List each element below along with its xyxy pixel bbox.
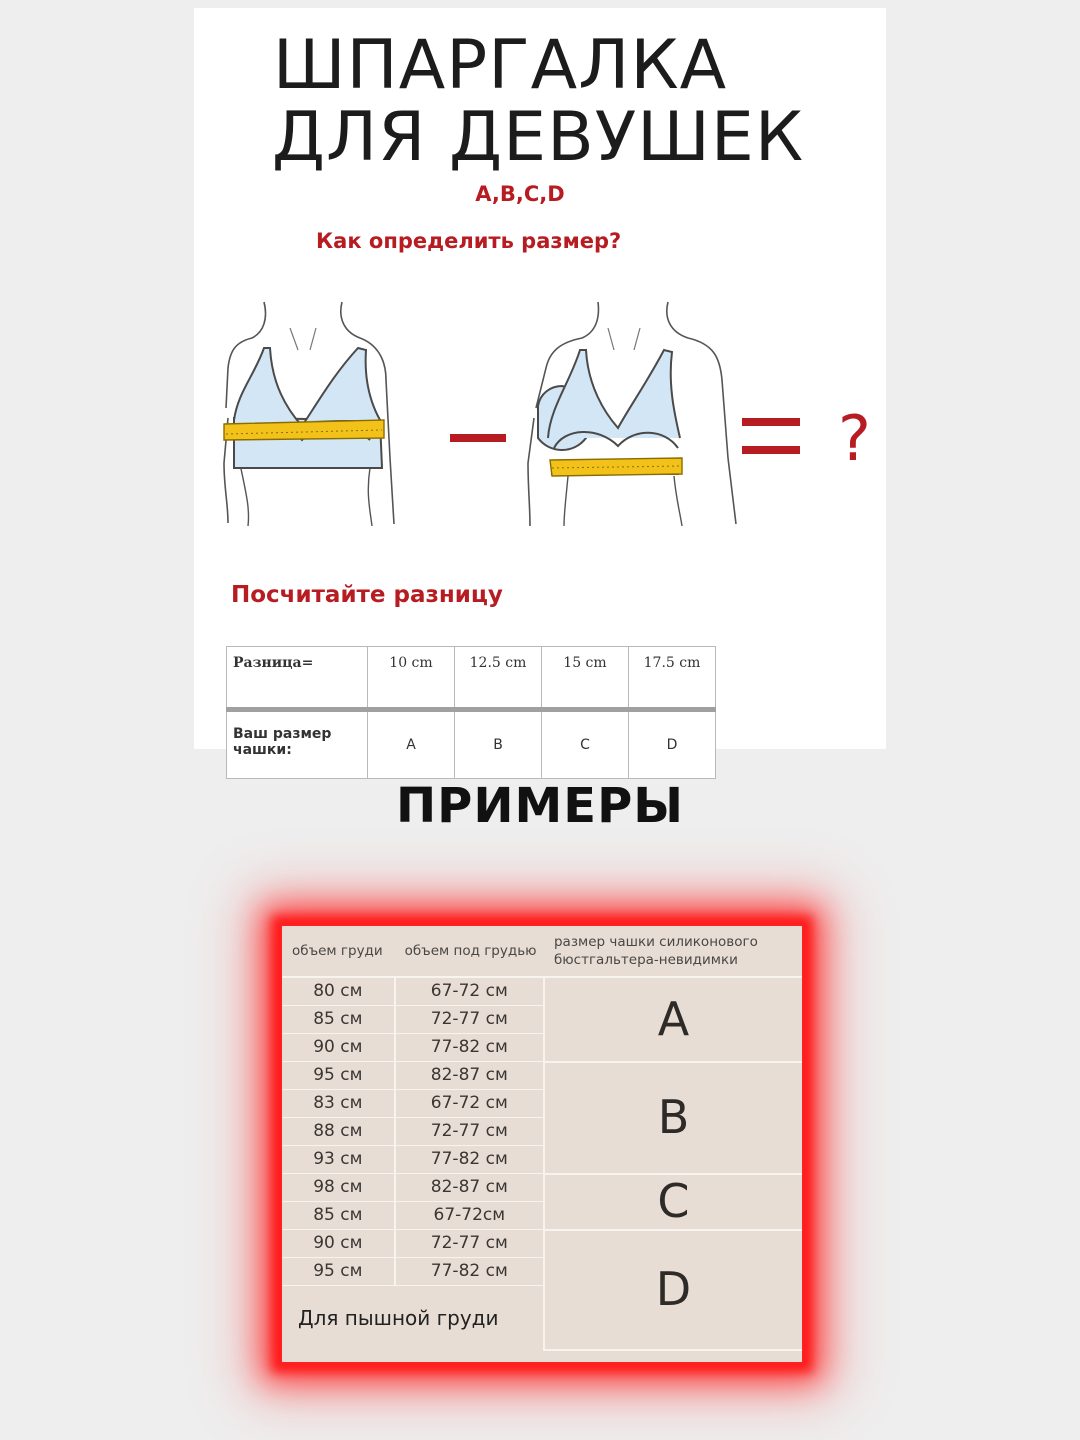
- underbust-column-header: объем под грудью: [395, 926, 544, 977]
- bust-cell: 88 см: [282, 1118, 395, 1146]
- underbust-cell: 67-72 см: [395, 1090, 544, 1118]
- bust-cell: 85 см: [282, 1202, 395, 1230]
- cup-size-value: A: [368, 710, 455, 779]
- underbust-cell: 77-82 см: [395, 1034, 544, 1062]
- size-chart-header-row: [282, 926, 802, 977]
- difference-value: 17.5 cm: [629, 647, 716, 710]
- underbust-cell: 77-82 см: [395, 1146, 544, 1174]
- cup-size-value: D: [629, 710, 716, 779]
- bust-cell: 85 см: [282, 1006, 395, 1034]
- difference-row: [227, 647, 716, 710]
- figure-bust-measurement: [224, 302, 394, 526]
- cup-column-header: размер чашки силиконового бюстгальтера-невидимки: [544, 926, 802, 977]
- table-row: [282, 1174, 802, 1202]
- underbust-cell: 72-77 см: [395, 1006, 544, 1034]
- bust-cell: 95 см: [282, 1258, 395, 1286]
- cups-label: A,B,C,D: [475, 182, 565, 206]
- cup-cell: A: [544, 977, 802, 1062]
- cup-size-header: Ваш размер чашки:: [227, 710, 368, 779]
- bust-cell: 93 см: [282, 1146, 395, 1174]
- underbust-cell: 67-72см: [395, 1202, 544, 1230]
- bust-cell: 80 см: [282, 977, 395, 1006]
- size-chart-card: [280, 924, 804, 1364]
- difference-value: 10 cm: [368, 647, 455, 710]
- bust-cell: 90 см: [282, 1034, 395, 1062]
- table-row: [282, 1062, 802, 1090]
- full-bust-note: Для пышной груди: [282, 1286, 544, 1351]
- underbust-cell: 67-72 см: [395, 977, 544, 1006]
- bust-column-header: объем груди: [282, 926, 395, 977]
- bust-cell: 83 см: [282, 1090, 395, 1118]
- underbust-cell: 82-87 см: [395, 1174, 544, 1202]
- cup-cell: C: [544, 1174, 802, 1230]
- equals-sign: [742, 418, 800, 454]
- title-line-1: ШПАРГАЛКА: [272, 26, 728, 105]
- cup-cell: D: [544, 1230, 802, 1351]
- underbust-cell: 82-87 см: [395, 1062, 544, 1090]
- bust-cell: 90 см: [282, 1230, 395, 1258]
- cup-size-row: [227, 710, 716, 779]
- minus-sign: [450, 434, 506, 442]
- underbust-cell: 72-77 см: [395, 1230, 544, 1258]
- cup-cell: B: [544, 1062, 802, 1174]
- how-to-heading: Как определить размер?: [316, 229, 622, 253]
- cup-size-value: B: [455, 710, 542, 779]
- figure-underbust-measurement: [528, 302, 736, 526]
- cup-size-table: [226, 646, 716, 779]
- question-mark: ?: [838, 402, 871, 475]
- difference-header: Разница=: [227, 647, 368, 710]
- table-row: [282, 1230, 802, 1258]
- table-row: [282, 977, 802, 1006]
- measurement-illustration: [194, 288, 886, 538]
- cheatsheet-card: [194, 8, 886, 758]
- calculate-difference-heading: Посчитайте разницу: [231, 582, 503, 608]
- underbust-cell: 77-82 см: [395, 1258, 544, 1286]
- underbust-cell: 72-77 см: [395, 1118, 544, 1146]
- title-line-2: ДЛЯ ДЕВУШЕК: [271, 98, 805, 177]
- cup-size-value: C: [542, 710, 629, 779]
- size-chart-table: [282, 926, 802, 1351]
- examples-heading: ПРИМЕРЫ: [396, 778, 684, 834]
- difference-value: 15 cm: [542, 647, 629, 710]
- bust-cell: 98 см: [282, 1174, 395, 1202]
- bust-cell: 95 см: [282, 1062, 395, 1090]
- difference-value: 12.5 cm: [455, 647, 542, 710]
